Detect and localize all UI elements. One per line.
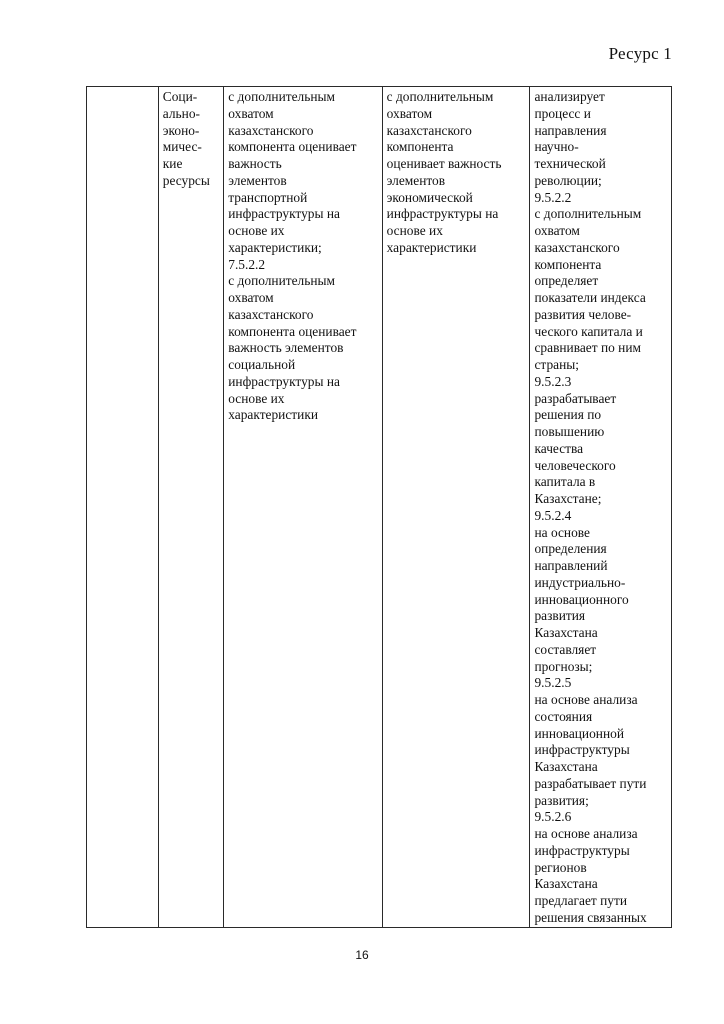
curriculum-table [86,86,672,928]
table-cell-grade-7 [224,87,382,928]
cell-text-grade-8: с дополнительным охватом казахстанского компонента оценивает важность элементов экономической инфраструктуры на основе их характеристики [386,89,502,255]
page-number: 16 [355,948,369,962]
table-cell-grade-9 [530,87,672,928]
cell-text-grade-7: с дополнительным охватом казахстанского компонента оценивает важность элементов транспортной инфраструктуры на основе их характеристики; 7.5.2.2 с дополнительным охватом казахстанского компонента оценивает важность элементов социальной инфраструктуры на основе их характеристики [228,89,357,423]
table-cell-topic [158,87,223,928]
cell-text-topic: Соци- ально- эконо- мичес- кие ресурсы [162,89,210,188]
table-cell-grade-8 [382,87,530,928]
table-row [87,87,672,928]
cell-text-grade-9: анализирует процесс и направления научно- технической революции; 9.5.2.2 с дополнительным охватом казахстанского компонента определяет показатели индекса развития челове- ческого капитала и сравнивает по ним страны; 9.5.2.3 разрабатывает решения по повышению качества человеческого капитала в Казахстане; 9.5.2.4 на основе определения направлений индустриально- инновационного развития Казахстана составляет прогнозы; 9.5.2.5 на основе анализа состояния инновационной инфраструктуры Казахстана разрабатывает пути развития; 9.5.2.6 на основе анализа инфраструктуры регионов Казахстана предлагает пути решения связанных [534,89,647,925]
resource-header: Ресурс 1 [608,44,672,63]
table-cell-section [87,87,159,928]
